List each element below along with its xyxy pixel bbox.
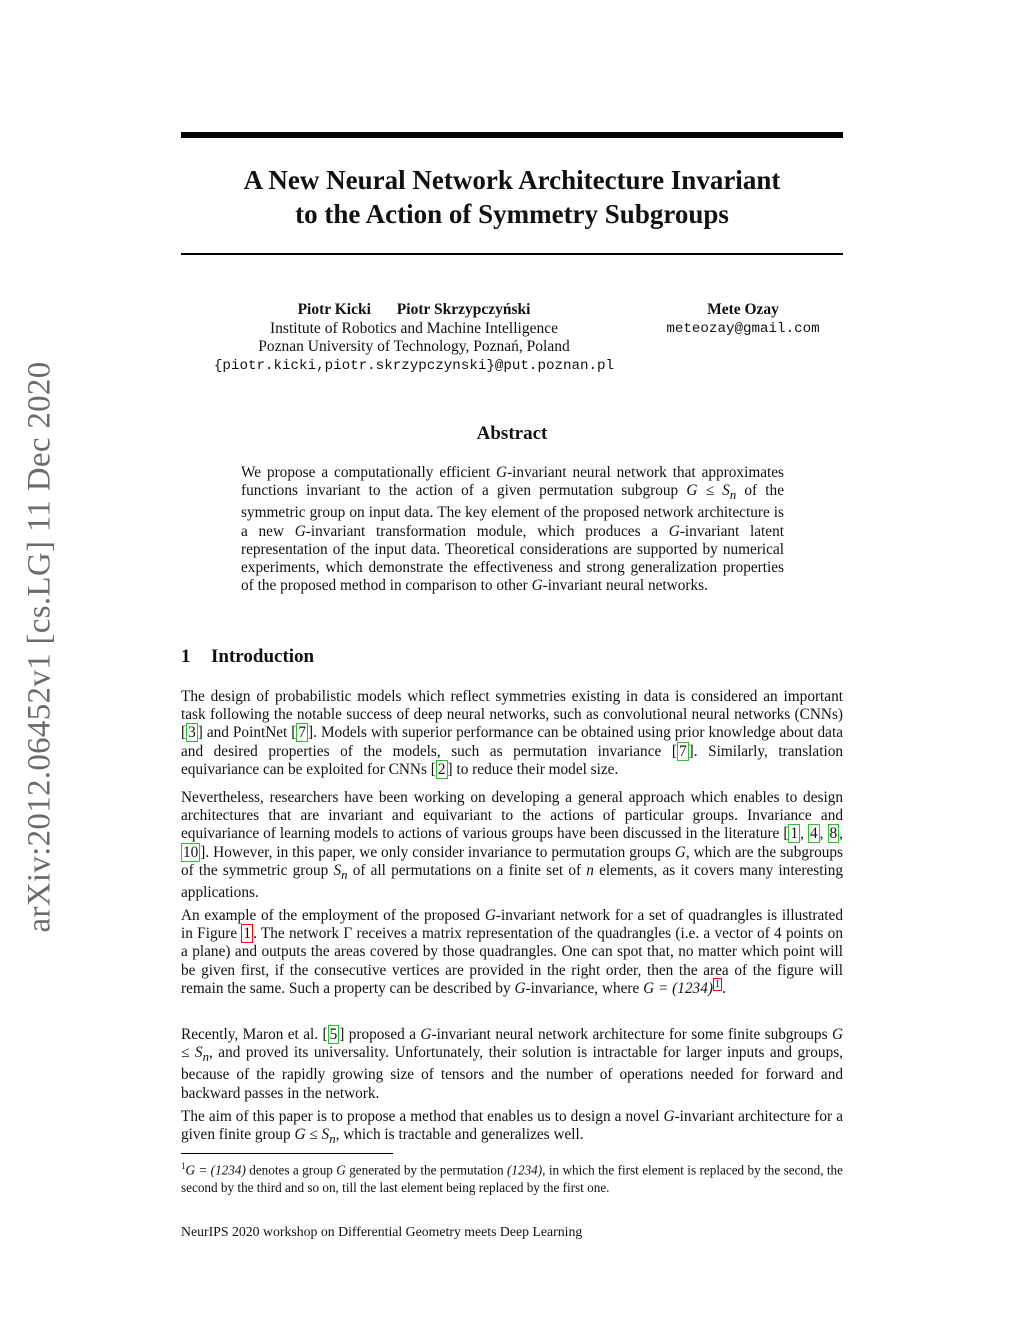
- affiliation: Institute of Robotics and Machine Intelligence: [270, 319, 558, 337]
- venue-footer: NeurIPS 2020 workshop on Differential Geometry meets Deep Learning: [181, 1224, 583, 1239]
- title-line-2: to the Action of Symmetry Subgroups: [295, 199, 729, 229]
- intro-paragraph-3: An example of the employment of the proposed G-invariant network for a set of quadrangles is illustrated in Figure 1 . The network Γ receives a matrix representation of the quadrangles (i.e. a vector of 4 points on a plane) and outputs the areas covered by those quadrangles. One can spot that, no matter which point will be given first, if the consecutive vertices are provided in the right order, then the area of the figure will remain the same. Such a property can be described by G-invariance, where G = (1234) $^1$ .: [181, 907, 843, 997]
- intro-paragraph-4: Recently, Maron et al. [ 5 ] proposed a G-invariant neural network architecture for some finite subgroups $G \le S_n$, and proved its universality. Unfortunately, their solution is intractable for larger inputs and groups, because of the rapidly growing size of tensors and the number of operations needed for forward and backward passes in the network.: [181, 1026, 844, 1102]
- intro-paragraph-2: Nevertheless, researchers have been working on developing a general approach which enables to design architectures that are invariant and equivariant to the actions of particular groups. Invariance and equivariance of learning models to actions of various groups have been discussed in the literature [ 1 , 4 , 8 , 10 ]. However, in this paper, we only consider invariance to permutation groups G, which are the subgroups of the symmetric group $S_n$ of all permutations on a finite set of n elements, as it covers many interesting applications.: [181, 789, 844, 902]
- footnote-1: $^1$G = (1234) denotes a group G generated by the permutation (1234), in which the first element is replaced by the second, the second by the third and so on, till the last element being replaced by the first one.: [181, 1161, 843, 1195]
- title-line-1: A New Neural Network Architecture Invariant: [243, 165, 781, 195]
- author-name: Piotr Kicki: [297, 301, 371, 318]
- title-rule-top: [181, 132, 843, 138]
- citation-link[interactable]: 5: [329, 1026, 338, 1043]
- paper-title: [181, 163, 843, 231]
- affiliation: Poznan University of Technology, Poznań, Poland: [258, 338, 570, 355]
- abstract-heading: Abstract: [476, 423, 548, 444]
- intro-paragraph-1: The design of probabilistic models which reflect symmetries existing in data is considered an important task following the notable success of deep neural networks, such as convolutional neural networks (CNNs) [ 3 ] and PointNet [ 7 ]. Models with superior performance can be obtained using prior knowledge about data and desired properties of the models, such as permutation invariance [ 7 ]. Similarly, translation equivariance can be exploited for CNNs [ 2 ] to reduce their model size.: [181, 688, 843, 778]
- author-block-right: [640, 301, 846, 338]
- footnote-link[interactable]: 1: [714, 978, 720, 990]
- citation-link[interactable]: 7: [298, 724, 307, 742]
- citation-link[interactable]: 2: [437, 760, 446, 778]
- section-title: Introduction: [211, 646, 315, 667]
- citation-link[interactable]: 4: [810, 825, 818, 843]
- section-heading-introduction: [181, 646, 581, 668]
- author-email: {piotr.kicki,piotr.skrzypczynski}@put.poznan.pl: [213, 357, 615, 374]
- author-name: Piotr Skrzypczyński: [396, 301, 531, 318]
- section-number: 1: [181, 646, 191, 667]
- citation-link[interactable]: 1: [790, 825, 799, 843]
- citation-link[interactable]: 8: [829, 825, 838, 843]
- arxiv-identifier: arXiv:2012.06452v1 [cs.LG] 11 Dec 2020: [21, 361, 58, 933]
- arxiv-side-stamp: [16, 355, 64, 940]
- author-email: meteozay@gmail.com: [666, 320, 820, 337]
- citation-link[interactable]: 10: [183, 843, 199, 861]
- author-block-left: [200, 301, 628, 375]
- author-name: Mete Ozay: [707, 301, 779, 318]
- figure-link[interactable]: 1: [243, 925, 252, 943]
- footnote-rule: [181, 1153, 393, 1154]
- citation-link[interactable]: 7: [678, 742, 687, 760]
- title-rule-bottom: [181, 253, 843, 255]
- abstract-body: We propose a computationally efficient G-invariant neural network that approximates functions invariant to the action of a given permutation subgroup $G \le S_n$ of the symmetric group on input data. The key element of the proposed network architecture is a new G-invariant transformation module, which produces a G-invariant latent representation of the input data. Theoretical considerations are supported by numerical experiments, which demonstrate the effectiveness and strong generalization properties of the proposed method in comparison to other G-invariant neural networks.: [241, 464, 784, 595]
- intro-paragraph-5: The aim of this paper is to propose a method that enables us to design a novel G-invariant architecture for a given finite group $G \le S_n$, which is tractable and generalizes well.: [181, 1108, 843, 1147]
- citation-link[interactable]: 3: [188, 724, 196, 742]
